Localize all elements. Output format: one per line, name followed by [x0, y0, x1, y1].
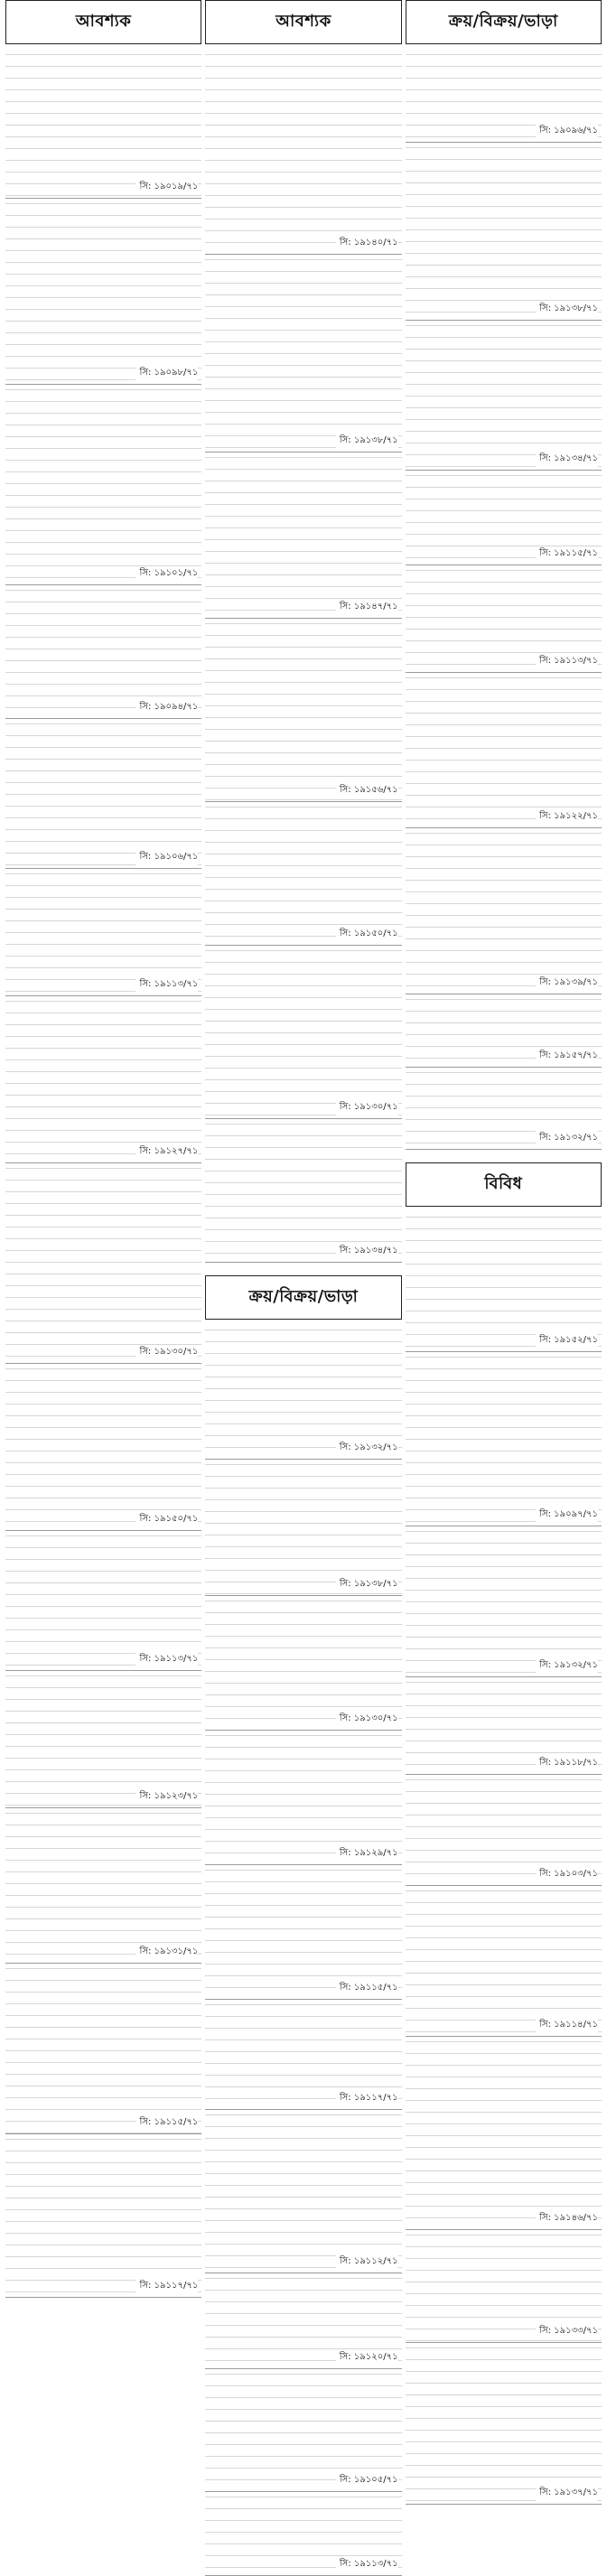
classified-ad-body — [5, 50, 201, 54]
classified-ad-ref: সি: ১৯০৯৭/৭১ — [536, 1507, 598, 1523]
classified-ad-ref: সি: ১৯১১৭/৭১ — [135, 2279, 198, 2294]
classified-ad-ref: সি: ১৯১৩৩/৭১ — [536, 2324, 598, 2339]
column-2-ads — [205, 50, 401, 1263]
classified-ad — [205, 2369, 401, 2492]
classified-ad — [5, 1364, 201, 1531]
classified-ad-body — [406, 321, 602, 325]
classified-ad — [5, 869, 201, 996]
classified-ad-body — [406, 565, 602, 570]
classified-ad-ref: সি: ১৯১২০/৭১ — [336, 2350, 398, 2366]
classified-ad-ref: সি: ১৯১৩১/৭১ — [135, 1945, 198, 1960]
classified-ad-body — [205, 1325, 401, 1330]
classified-ad-ref: সি: ১৯১৪৬/৭১ — [536, 2211, 598, 2226]
classified-ad — [5, 1964, 201, 2134]
column-2-header: আবশ্যক — [205, 0, 401, 44]
classified-ad-ref: সি: ১৯১২৩/৭১ — [135, 1789, 198, 1805]
classified-ad — [205, 1460, 401, 1596]
classified-ad-ref: সি: ১৯১৫৭/৭১ — [536, 1049, 598, 1064]
classified-ad-ref: সি: ১৯১০৬/৭১ — [135, 850, 198, 865]
column-3-header: ক্রয়/বিক্রয়/ভাড়া — [406, 0, 602, 44]
column-3-header-misc: বিবিধ — [406, 1162, 602, 1207]
classified-ad-ref: সি: ১৯১০৩/৭১ — [536, 1867, 598, 1882]
classified-ad-body — [5, 2134, 201, 2139]
classified-ad-body — [205, 946, 401, 950]
classified-ad-body — [406, 1352, 602, 1357]
classified-ad — [406, 1068, 602, 1150]
classified-ad-ref: সি: ১৯০৯৮/৭১ — [135, 366, 198, 381]
classified-ad-body — [5, 385, 201, 389]
classified-ad — [205, 255, 401, 453]
classified-ad-ref: সি: ১৯১৩৮/৭১ — [536, 302, 598, 317]
classified-ad-ref: সি: ১৯১১৩/৭১ — [536, 654, 598, 669]
classified-ad-ref: সি: ১৯১১৫/৭১ — [536, 546, 598, 562]
classified-ad — [406, 1212, 602, 1352]
classified-ad-ref: সি: ১৯১৩০/৭১ — [336, 1712, 398, 1727]
classified-ad — [205, 1865, 401, 2000]
classified-ad-body — [205, 2273, 401, 2278]
classified-ad-body — [5, 199, 201, 203]
classified-ad-ref: সি: ১৯১৪০/৭১ — [336, 236, 398, 251]
classified-ad — [406, 565, 602, 673]
classified-ad-body — [406, 1526, 602, 1531]
classified-ad-body — [5, 719, 201, 723]
classified-ad-ref: সি: ১৯১৩৪/৭১ — [336, 1244, 398, 1259]
classified-ad — [406, 321, 602, 471]
classified-ad — [406, 673, 602, 828]
classified-ad-ref: সি: ১৯০৯৪/৭১ — [135, 700, 198, 715]
column-3 — [406, 0, 602, 2497]
classified-ad — [205, 1731, 401, 1865]
classified-ad-ref: সি: ১৯১৩৮/৭১ — [336, 1577, 398, 1592]
classified-ad-body — [406, 1068, 602, 1072]
classified-ad-body — [205, 255, 401, 259]
classified-ad-body — [5, 1364, 201, 1368]
classified-ad-body — [406, 1886, 602, 1890]
classified-ad-ref: সি: ১৯১৩২/৭১ — [336, 1441, 398, 1456]
classified-ad — [5, 1671, 201, 1808]
classified-ad-ref: সি: ১৯১৪৭/৭১ — [336, 600, 398, 615]
classified-ad-body — [406, 143, 602, 147]
column-3-ads — [406, 50, 602, 1150]
column-2-ads-buy-sell — [205, 1325, 401, 2576]
classified-ad-body — [205, 1460, 401, 1464]
classified-ad-ref: সি: ১৯১৩২/৭১ — [536, 1658, 598, 1674]
classified-ad — [406, 1775, 602, 1886]
classified-ad — [406, 2343, 602, 2505]
classified-ad-body — [406, 2343, 602, 2347]
classified-ad-ref: সি: ১৯১৩৪/৭১ — [536, 452, 598, 467]
classified-ad — [406, 828, 602, 994]
classified-ad-body — [5, 869, 201, 873]
classified-ad — [5, 2134, 201, 2298]
column-1 — [5, 0, 201, 2458]
classified-ad — [406, 994, 602, 1068]
classified-ad-ref: সি: ১৯১৩০/৭১ — [336, 1100, 398, 1115]
classified-ad-ref: সি: ১৯১০১/৭১ — [135, 566, 198, 582]
classified-ad-body — [205, 453, 401, 457]
classified-ad-ref: সি: ১৯১১৫/৭১ — [336, 1981, 398, 1996]
classified-ad — [205, 2110, 401, 2273]
classified-ad — [406, 1526, 602, 1677]
section-gap — [205, 1263, 401, 1275]
classified-ad — [205, 1325, 401, 1460]
classified-ad-body — [5, 585, 201, 590]
classified-ad — [406, 2230, 602, 2343]
classified-ad-body — [5, 996, 201, 1001]
classified-ad — [406, 2037, 602, 2230]
classified-ad-body — [205, 2492, 401, 2497]
classified-ad — [205, 2000, 401, 2110]
classified-ad — [406, 471, 602, 565]
classified-ad-ref: সি: ১৯০১৯/৭১ — [135, 180, 198, 195]
classified-ad-body — [406, 673, 602, 677]
classified-ad — [205, 946, 401, 1119]
column-1-header: আবশ্যক — [5, 0, 201, 44]
classified-ad — [5, 996, 201, 1163]
classified-ad-ref: সি: ১৯১৫০/৭১ — [135, 1512, 198, 1527]
classified-ad-body — [205, 2000, 401, 2004]
classified-ad-ref: সি: ১৯১৩২/৭১ — [536, 1131, 598, 1146]
classified-ad — [205, 453, 401, 619]
classified-ad-ref: সি: ১৯১২২/৭১ — [536, 809, 598, 825]
classified-ad — [406, 1352, 602, 1526]
classified-ad-body — [5, 1671, 201, 1675]
classified-ad-ref: সি: ১৯১১৮/৭১ — [536, 1756, 598, 1771]
classified-ad-body — [406, 1212, 602, 1217]
classified-ad-body — [406, 2230, 602, 2235]
classified-ad-ref: সি: ১৯১৩৮/৭১ — [336, 434, 398, 449]
classified-ad-body — [5, 1531, 201, 1535]
classified-ad — [406, 1886, 602, 2037]
classified-ad — [205, 2492, 401, 2576]
classified-ad-ref: সি: ১৯১০৫/৭১ — [336, 2473, 398, 2488]
classified-ad-body — [205, 2369, 401, 2374]
classified-ad-ref: সি: ১৯১৫০/৭১ — [336, 927, 398, 942]
classified-ad-body — [406, 828, 602, 833]
classified-ad-body — [205, 1119, 401, 1124]
classified-ad — [5, 585, 201, 719]
column-3-ads-misc — [406, 1212, 602, 2505]
classified-ad — [205, 1119, 401, 1263]
classified-ad-ref: সি: ১৯১৩৯/৭১ — [536, 975, 598, 991]
classified-ad-body — [406, 50, 602, 54]
classified-ad — [5, 1808, 201, 1964]
classified-ad-body — [406, 1775, 602, 1779]
classified-ad — [406, 143, 602, 321]
classified-ad-ref: সি: ১৯১১৫/৭১ — [136, 2115, 199, 2131]
classified-ad — [5, 199, 201, 385]
classified-ad — [205, 50, 401, 255]
classified-ad-body — [5, 1163, 201, 1168]
classified-ad-ref: সি: ১৯১১২/৭১ — [336, 2254, 398, 2270]
classified-ad-body — [205, 1731, 401, 1735]
classified-ad-ref: সি: ১৯১১৪/৭১ — [536, 2018, 598, 2033]
column-2-header-buy-sell: ক্রয়/বিক্রয়/ভাড়া — [205, 1275, 401, 1320]
classified-ad-body — [205, 50, 401, 54]
classified-ad-ref: সি: ১৯১২৯/৭১ — [336, 1846, 398, 1862]
classified-ad — [205, 619, 401, 802]
classified-ad-body — [205, 619, 401, 623]
classified-ad-body — [406, 994, 602, 999]
column-2 — [205, 0, 401, 2569]
column-1-ads — [5, 50, 201, 2298]
classified-ad-body — [406, 471, 602, 475]
classified-ad-body — [205, 802, 401, 807]
classified-ad — [5, 1531, 201, 1671]
classified-ad — [205, 802, 401, 946]
classified-ad-ref: সি: ১৯১৫৬/৭১ — [336, 783, 398, 798]
classified-ad-ref: সি: ১৯১২৭/৭১ — [135, 1144, 198, 1160]
classified-ad-body — [205, 1865, 401, 1870]
classified-ad-body — [5, 1808, 201, 1813]
classified-ad-body — [5, 1964, 201, 1968]
classified-ad-body — [406, 2037, 602, 2041]
classified-ad — [406, 1677, 602, 1775]
section-gap — [406, 1150, 602, 1162]
classified-ad — [205, 2273, 401, 2369]
classified-ad-ref: সি: ১৯১১৩/৭১ — [135, 1652, 198, 1667]
classified-ad — [205, 1596, 401, 1731]
classified-ad-ref: সি: ১৯১১৩/৭১ — [135, 977, 198, 993]
classified-ad — [5, 1163, 201, 1364]
classified-ad-ref: সি: ১৯১১৩/৭১ — [336, 2557, 398, 2572]
classified-ad — [5, 385, 201, 585]
classified-ad — [5, 719, 201, 869]
classified-ad-body — [205, 2110, 401, 2114]
classified-ad-ref: সি: ১৯১৩০/৭১ — [135, 1345, 198, 1360]
classified-ad-ref: সি: ১৯১৩৭/৭১ — [536, 2486, 598, 2501]
classified-ad-ref: সি: ১৯০৯৬/৭১ — [536, 124, 598, 139]
classified-ad — [406, 50, 602, 143]
classified-ad-ref: সি: ১৯১১৭/৭১ — [336, 2091, 398, 2106]
classified-ad-ref: সি: ১৯১৫২/৭১ — [536, 1333, 598, 1349]
classified-ad-body — [205, 1596, 401, 1601]
classified-ad-body — [406, 1677, 602, 1682]
classified-ad — [5, 50, 201, 199]
